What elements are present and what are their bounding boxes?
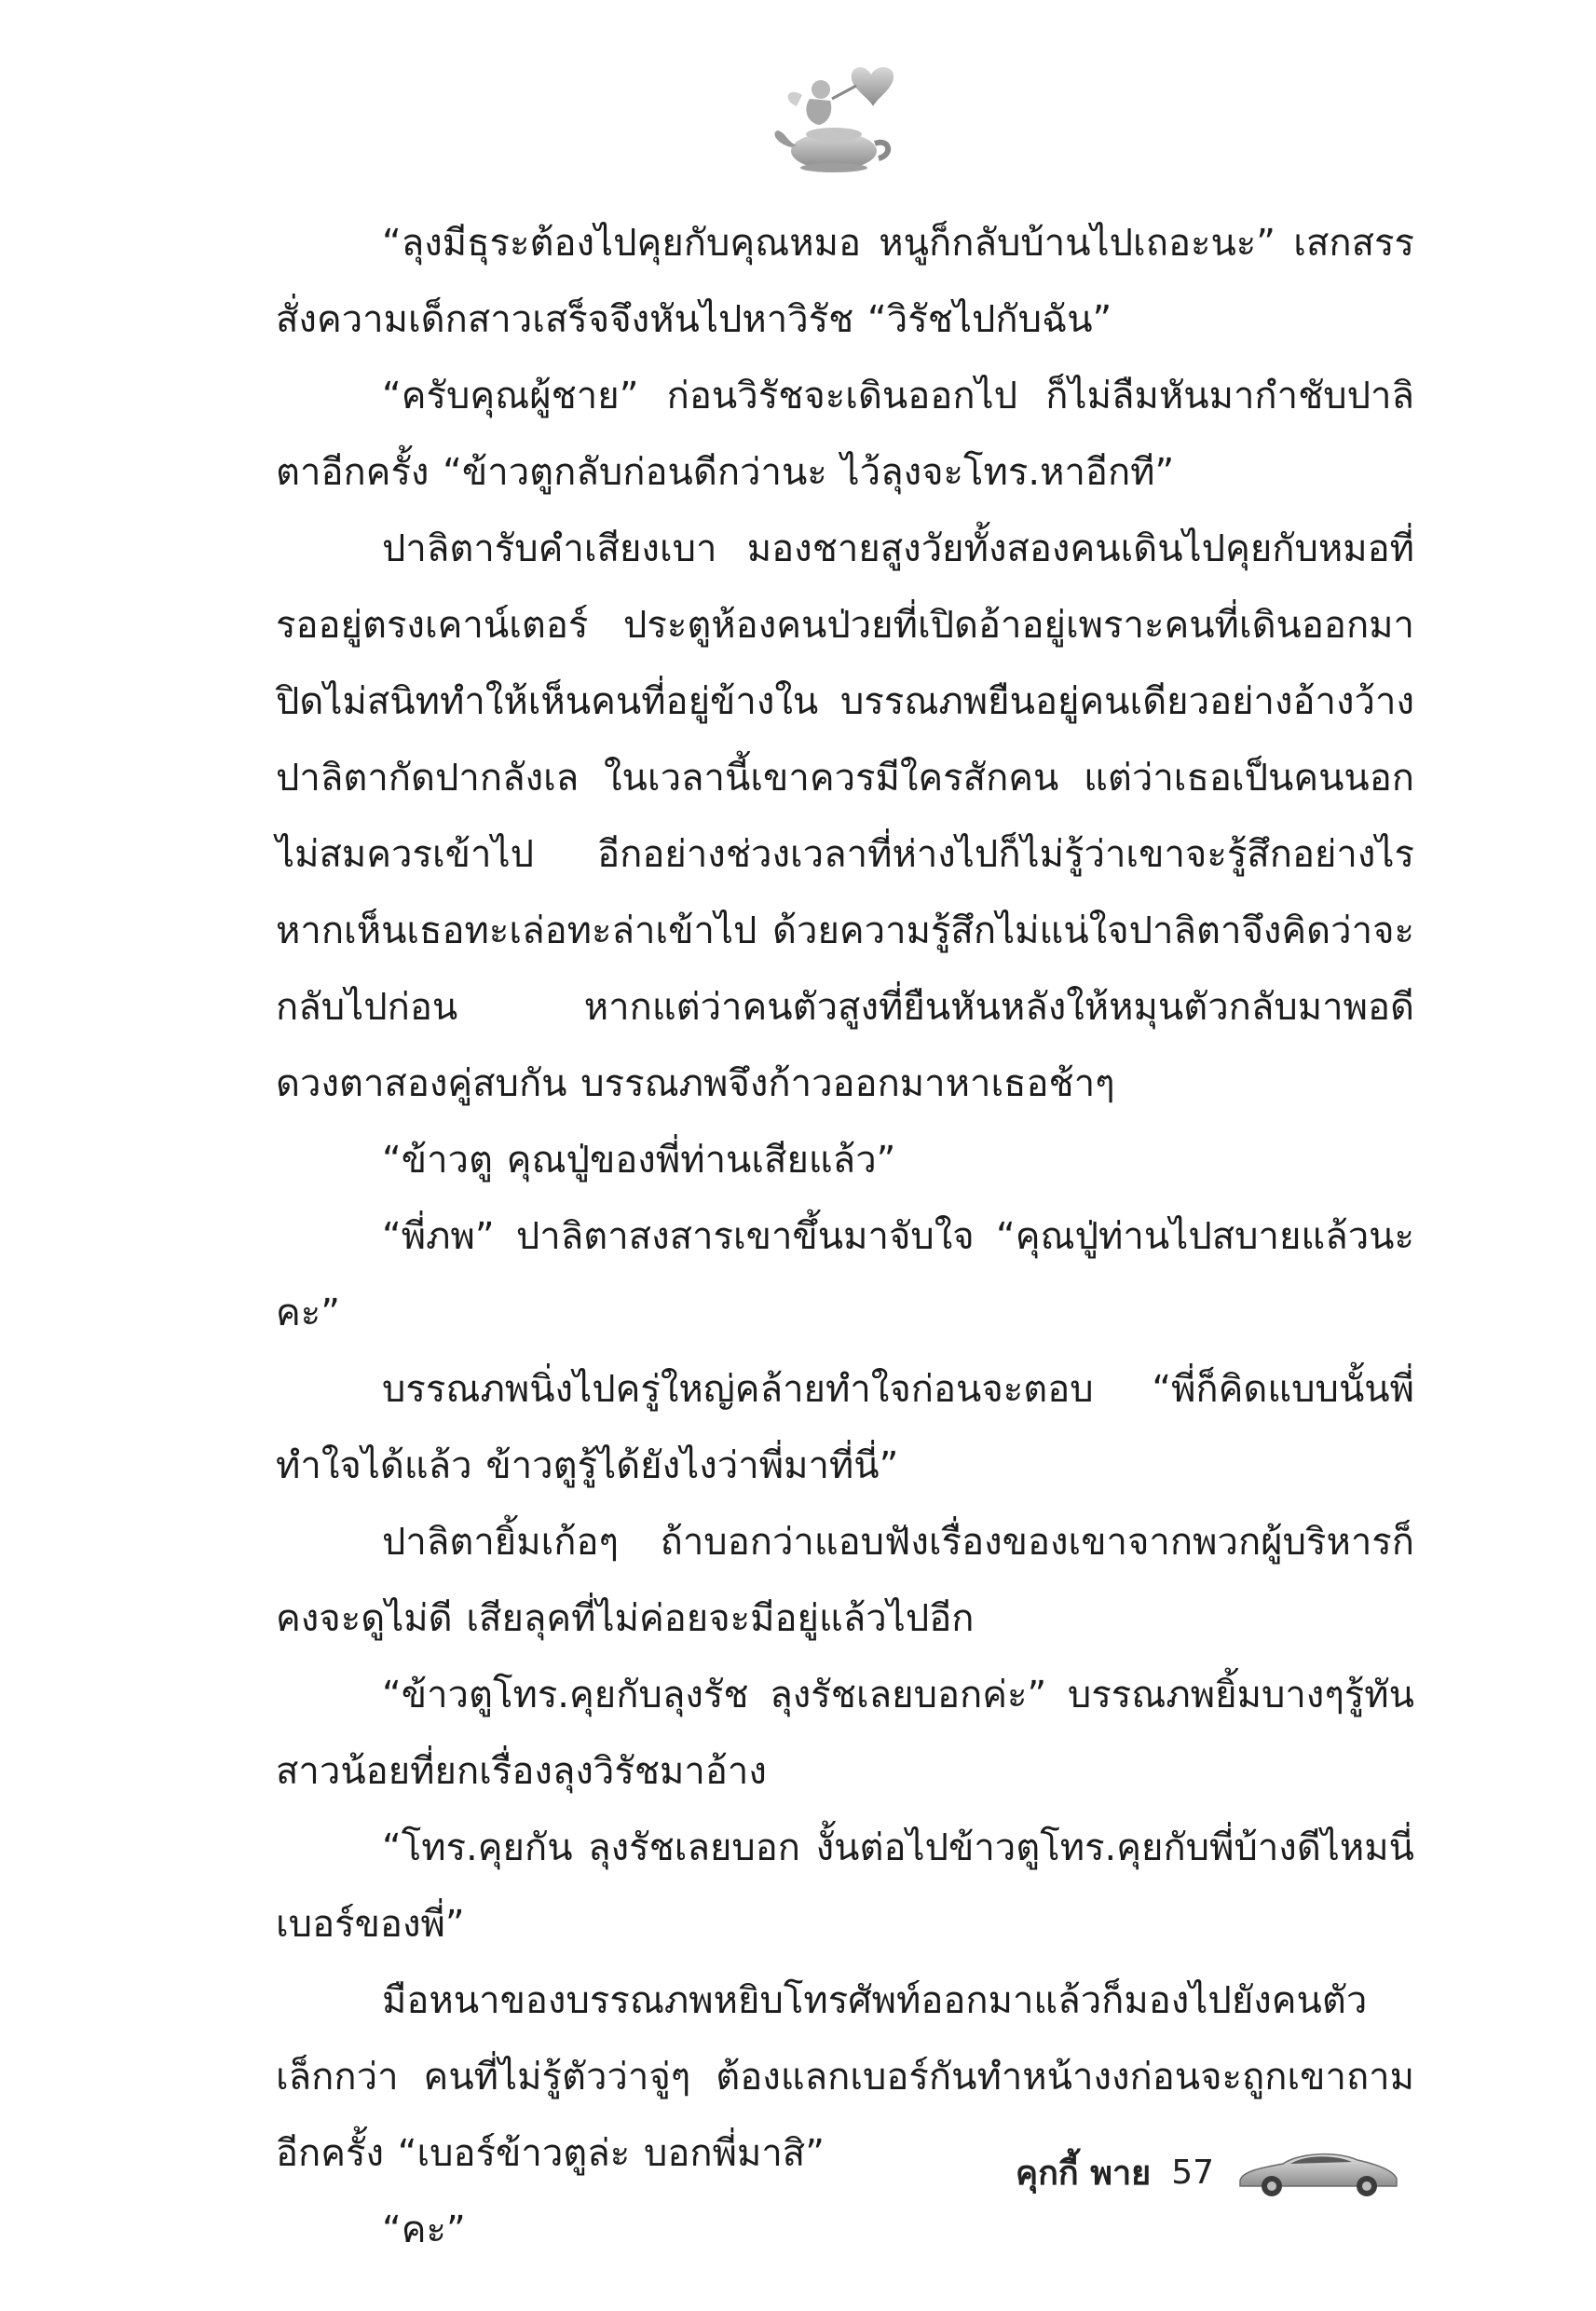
- paragraph: มือหนาของบรรณภพหยิบโทรศัพท์ออกมาแล้วก็มองไปยังคนตัวเล็กกว่า คนที่ไม่รู้ตัวว่าจู่ๆ ต้องแลกเบอร์กันทำหน้างงก่อนจะถูกเขาถามอีกครั้ง “เบอร์ข้าวตูล่ะ บอกพี่มาสิ”: [276, 1979, 1414, 2175]
- page-footer: [1016, 2140, 1402, 2205]
- paragraph: “ลุงมีธุระต้องไปคุยกับคุณหมอ หนูก็กลับบ้านไปเถอะนะ” เสกสรรสั่งความเด็กสาวเสร็จจึงหันไปหาวิรัช “วิรัชไปกับฉัน”: [276, 222, 1414, 341]
- story-text: [276, 205, 1414, 2268]
- book-title: คุกกี้ พาย: [1016, 2154, 1152, 2193]
- paragraph: “คะ”: [382, 2208, 466, 2251]
- paragraph: บรรณภพนิ่งไปครู่ใหญ่คล้ายทำใจก่อนจะตอบ “พี่ก็คิดแบบนั้นพี่ทำใจได้แล้ว ข้าวตูรู้ได้ยังไงว่าพี่มาที่นี่”: [276, 1368, 1414, 1487]
- paragraph: “ข้าวตูโทร.คุยกับลุงรัช ลุงรัชเลยบอกค่ะ” บรรณภพยิ้มบางๆรู้ทันสาวน้อยที่ยกเรื่องลุงวิรัชมาอ้าง: [276, 1674, 1414, 1793]
- paragraph: “พี่ภพ” ปาลิตาสงสารเขาขึ้นมาจับใจ “คุณปู่ท่านไปสบายแล้วนะคะ”: [276, 1215, 1414, 1334]
- sports-car-icon: [1235, 2143, 1402, 2201]
- cupid-teapot-icon: [759, 58, 908, 179]
- paragraph: “ข้าวตู คุณปู่ของพี่ท่านเสียแล้ว”: [382, 1139, 896, 1182]
- paragraph: ปาลิตารับคำเสียงเบา มองชายสูงวัยทั้งสองคนเดินไปคุยกับหมอที่รออยู่ตรงเคาน์เตอร์ ประตูห้องคนป่วยที่เปิดอ้าอยู่เพราะคนที่เดินออกมาปิดไม่สนิททำให้เห็นคนที่อยู่ข้างใน บรรณภพยืนอยู่คนเดียวอย่างอ้างว้าง ปาลิตากัดปากลังเล ในเวลานี้เขาควรมีใครสักคน แต่ว่าเธอเป็นคนนอกไม่สมควรเข้าไป อีกอย่างช่วงเวลาที่ห่างไปก็ไม่รู้ว่าเขาจะรู้สึกอย่างไรหากเห็นเธอทะเล่อทะล่าเข้าไป ด้วยความรู้สึกไม่แน่ใจปาลิตาจึงคิดว่าจะกลับไปก่อน หากแต่ว่าคนตัวสูงที่ยืนหันหลังให้หมุนตัวกลับมาพอดี ดวงตาสองคู่สบกัน บรรณภพจึงก้าวออกมาหาเธอช้าๆ: [276, 527, 1414, 1105]
- paragraph: ปาลิตายิ้มเก้อๆ ถ้าบอกว่าแอบฟังเรื่องของเขาจากพวกผู้บริหารก็คงจะดูไม่ดี เสียลุคที่ไม่ค่อยจะมีอยู่แล้วไปอีก: [276, 1521, 1414, 1640]
- paragraph: “โทร.คุยกัน ลุงรัชเลยบอก งั้นต่อไปข้าวตูโทร.คุยกับพี่บ้างดีไหมนี่เบอร์ของพี่”: [276, 1826, 1414, 1946]
- paragraph: “ครับคุณผู้ชาย” ก่อนวิรัชจะเดินออกไป ก็ไม่ลืมหันมากำชับปาลิตาอีกครั้ง “ข้าวตูกลับก่อนดีกว่านะ ไว้ลุงจะโทร.หาอีกที”: [276, 375, 1414, 494]
- page-number: 57: [1171, 2153, 1215, 2192]
